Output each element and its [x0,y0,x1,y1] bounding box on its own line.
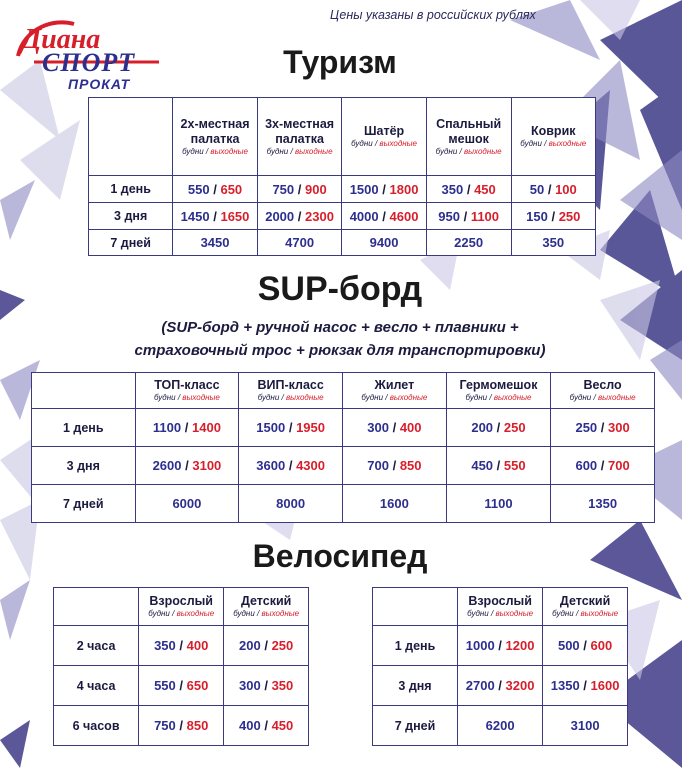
table-corner-cell [54,588,139,626]
column-header: Шатёр будни / выходные [342,98,426,176]
table-row [54,706,309,746]
price-cell: 300 / 350 [224,666,309,706]
price-cell: 1350 [551,485,655,523]
row-label: 3 дня [89,203,173,230]
row-label: 4 часа [54,666,139,706]
table-row [373,706,628,746]
price-cell: 1100 [446,485,550,523]
bike-hourly-table [53,587,309,746]
sup-note-line1: (SUP-борд + ручной насос + весло + плавники + [161,319,519,336]
price-cell: 550 / 650 [139,666,224,706]
price-cell: 1500 / 1800 [342,176,426,203]
row-label: 7 дней [89,230,173,256]
bike-title: Велосипед [252,538,428,574]
table-row [89,176,596,203]
price-cell: 700 / 850 [343,447,447,485]
column-header: Спальный мешок будни / выходные [426,98,511,176]
price-cell: 250 / 300 [551,409,655,447]
table-row [373,626,628,666]
sup-title: SUP-борд [257,270,423,308]
table-row [89,230,596,256]
price-cell: 150 / 250 [511,203,596,230]
price-cell: 3100 [543,706,628,746]
price-cell: 600 / 700 [551,447,655,485]
table-row [32,447,655,485]
column-header: Коврик будни / выходные [511,98,596,176]
tourism-title: Туризм [283,44,397,80]
row-label: 1 день [89,176,173,203]
column-header: 3х-местная палатка будни / выходные [257,98,342,176]
row-label: 2 часа [54,626,139,666]
price-cell: 750 / 850 [139,706,224,746]
row-label: 7 дней [373,706,458,746]
table-row [54,666,309,706]
price-cell: 3450 [173,230,258,256]
logo-line1: Диана [22,24,101,55]
table-row [32,485,655,523]
row-label: 3 дня [32,447,136,485]
row-label: 6 часов [54,706,139,746]
column-header: 2х-местная палатка будни / выходные [173,98,258,176]
bike-header-row [373,588,628,626]
price-cell: 1450 / 1650 [173,203,258,230]
price-cell: 2250 [426,230,511,256]
tourism-table [88,97,596,256]
row-label: 3 дня [373,666,458,706]
logo-line2: СПОРТ [42,48,136,77]
price-cell: 6200 [458,706,543,746]
bike-header-row [54,588,309,626]
price-cell: 550 / 650 [173,176,258,203]
table-corner-cell [32,373,136,409]
price-cell: 1350 / 1600 [543,666,628,706]
price-cell: 200 / 250 [446,409,550,447]
row-label: 1 день [373,626,458,666]
bike-daily-table [372,587,628,746]
column-header: Гермомешок будни / выходные [446,373,550,409]
price-cell: 1600 [343,485,447,523]
price-cell: 950 / 1100 [426,203,511,230]
price-cell: 1500 / 1950 [239,409,343,447]
price-cell: 6000 [135,485,239,523]
table-row [54,626,309,666]
column-header: ВИП-класс будни / выходные [239,373,343,409]
price-cell: 4000 / 4600 [342,203,426,230]
price-cell: 200 / 250 [224,626,309,666]
price-cell: 1000 / 1200 [458,626,543,666]
price-cell: 1100 / 1400 [135,409,239,447]
price-cell: 50 / 100 [511,176,596,203]
price-cell: 300 / 400 [343,409,447,447]
price-cell: 500 / 600 [543,626,628,666]
price-cell: 450 / 550 [446,447,550,485]
sup-note [90,316,590,362]
price-cell: 4700 [257,230,342,256]
column-header: Взрослый будни / выходные [458,588,543,626]
column-header: Взрослый будни / выходные [139,588,224,626]
row-label: 1 день [32,409,136,447]
sup-table [31,372,655,523]
column-header: Жилет будни / выходные [343,373,447,409]
table-row [89,203,596,230]
price-cell: 400 / 450 [224,706,309,746]
table-row [32,409,655,447]
price-cell: 2600 / 3100 [135,447,239,485]
price-cell: 3600 / 4300 [239,447,343,485]
sup-note-line2: страховочный трос + рюкзак для транспортировки) [134,342,546,359]
column-header: Детский будни / выходные [224,588,309,626]
row-label: 7 дней [32,485,136,523]
table-corner-cell [373,588,458,626]
column-header: Весло будни / выходные [551,373,655,409]
price-cell: 2000 / 2300 [257,203,342,230]
price-cell: 2700 / 3200 [458,666,543,706]
price-cell: 350 / 450 [426,176,511,203]
column-header: Детский будни / выходные [543,588,628,626]
price-cell: 8000 [239,485,343,523]
company-logo [14,12,164,90]
price-cell: 9400 [342,230,426,256]
column-header: ТОП-класс будни / выходные [135,373,239,409]
logo-line3: ПРОКАТ [68,76,131,92]
tourism-header-row [89,98,596,176]
price-cell: 750 / 900 [257,176,342,203]
price-cell: 350 / 400 [139,626,224,666]
table-row [373,666,628,706]
currency-note: Цены указаны в российских рублях [330,8,536,22]
sup-header-row [32,373,655,409]
price-cell: 350 [511,230,596,256]
table-corner-cell [89,98,173,176]
